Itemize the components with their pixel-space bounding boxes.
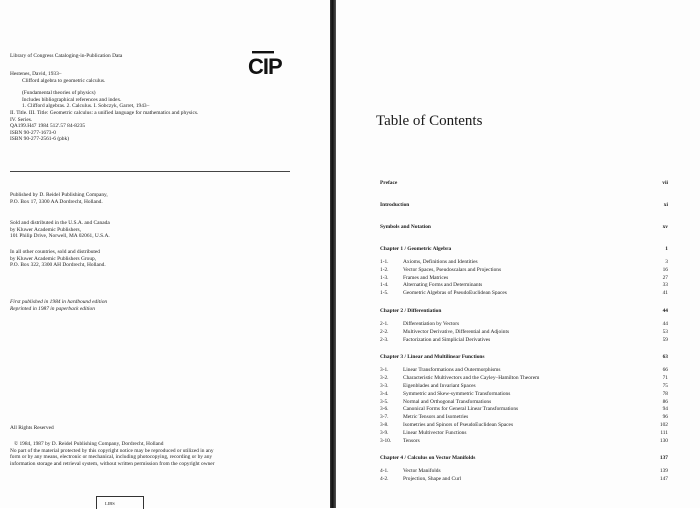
toc-entry-title: Tensors xyxy=(403,437,420,444)
toc-entry-title: Chapter 2 / Differentiation xyxy=(380,308,442,314)
toc-chapter-row xyxy=(380,307,668,315)
toc-entry-title: Vector Spaces, Pseudoscalars and Projections xyxy=(403,266,502,273)
toc-section-row xyxy=(380,366,668,374)
toc-chapter-row xyxy=(380,201,668,209)
other-countries-block xyxy=(10,249,106,269)
toc-entry-title: Differentiation by Vectors xyxy=(403,321,460,327)
toc-section-number: 3-10. xyxy=(380,437,392,444)
toc-entry-title: Canonical Forms for General Linear Transformations xyxy=(403,406,519,413)
toc-section-number: 2-2. xyxy=(380,328,389,335)
toc-entry-title: Linear Multivector Functions xyxy=(403,429,467,436)
toc-page-number: 137 xyxy=(659,455,668,462)
toc-page-number: 44 xyxy=(662,308,668,314)
copyright-page xyxy=(0,0,330,508)
toc-page-number: 63 xyxy=(662,354,668,361)
cip-line: Includes bibliographical references and index. xyxy=(22,96,122,103)
toc-section-number: 1-2. xyxy=(380,266,389,273)
toc-entry-title: Factorization and Simplicial Derivatives xyxy=(403,336,491,343)
cip-line: (Fundamental theories of physics) xyxy=(22,90,96,97)
toc-page-number: 33 xyxy=(662,282,668,289)
toc-section-number: 1-4. xyxy=(380,282,389,289)
copyright-line: form or by any means, electronic or mechanical, including photocopying, recording or by any xyxy=(10,454,213,461)
toc-entry-title: Multivector Derivative, Differential and Adjoints xyxy=(403,328,510,335)
toc-page-number: 53 xyxy=(662,328,668,335)
toc-page-number: xv xyxy=(662,224,668,230)
toc-entry-title: Isometries and Spinors of PseudoEuclidean Spaces xyxy=(403,422,514,428)
toc-entry-title: Chapter 3 / Linear and Multilinear Functions xyxy=(380,354,485,361)
toc-section-row xyxy=(380,413,668,421)
toc-page-number: 139 xyxy=(659,468,668,475)
toc-entry-title: Frames and Matrices xyxy=(403,274,449,281)
copyright-line: © 1984, 1987 by D. Reidel Publishing Company, Dordrecht, Holland xyxy=(14,441,164,447)
edition-line: Reprinted in 1987 in paperback edition xyxy=(10,305,95,312)
toc-entry-title: Characteristic Multivectors and the Cayley–Hamilton Theorem xyxy=(403,375,540,382)
toc-section-row xyxy=(380,390,668,398)
toc-section-number: 3-5. xyxy=(380,398,389,405)
toc-page-number: 130 xyxy=(659,437,668,444)
toc-entry-title: Vector Manifolds xyxy=(403,468,441,475)
toc-section-row xyxy=(380,398,668,406)
cip-line: QA199.H47 1984 512'.57 84-8235 xyxy=(10,123,86,130)
toc-section-row xyxy=(380,274,668,282)
toc-entry-title: Symmetric and Skew-symmetric Transformations xyxy=(403,390,511,397)
toc-entry-title: Normal and Orthogonal Transformations xyxy=(403,398,492,405)
toc-section-row xyxy=(380,320,668,328)
toc-chapter-row xyxy=(380,353,668,361)
toc-section-row xyxy=(380,475,668,483)
toc-section-number: 3-3. xyxy=(380,383,389,389)
toc-section-row xyxy=(380,289,668,297)
toc-page-number: 86 xyxy=(662,398,668,405)
toc-page-number: 111 xyxy=(660,429,668,436)
toc-entry-title: Alternating Forms and Determinants xyxy=(403,282,483,289)
toc-section-number: 3-1. xyxy=(380,367,389,374)
toc-page-number: 66 xyxy=(662,367,668,374)
toc-page-number: 27 xyxy=(662,274,668,281)
cip-header: Library of Congress Cataloging-in-Publication Data xyxy=(10,53,123,59)
toc-entry-title: Geometric Algebras of PseudoEuclidean Spaces xyxy=(403,290,507,297)
toc-section-number: 2-1. xyxy=(380,321,389,327)
contents-page xyxy=(336,0,700,508)
copyright-line: information storage and retrieval system, without written permission from the copyright owner xyxy=(10,460,215,467)
cip-block xyxy=(10,71,198,143)
toc-page-number: 44 xyxy=(662,321,668,327)
page-title: Table of Contents xyxy=(376,113,483,129)
other-countries-line: P.O. Box 322, 3300 AH Dordrecht, Holland. xyxy=(10,262,106,269)
cip-line: Hestenes, David, 1933– xyxy=(10,71,62,77)
toc-entry-title: Chapter 4 / Calculus on Vector Manifolds xyxy=(380,455,476,462)
other-countries-line: In all other countries, sold and distributed xyxy=(10,249,100,255)
toc-page-number: 41 xyxy=(662,290,668,297)
toc-section-number: 3-9. xyxy=(380,429,389,436)
toc-entry-title: Introduction xyxy=(380,202,410,208)
svg-text:CIP: CIP xyxy=(248,54,282,78)
toc-chapter-row xyxy=(380,454,668,462)
rights-title: All Rights Reserved xyxy=(10,425,54,431)
copyright-block xyxy=(10,441,215,467)
divider xyxy=(10,171,290,172)
cip-line: ISBN 90-277-2561-6 (pbk) xyxy=(10,136,69,143)
toc-section-number: 1-1. xyxy=(380,259,389,265)
toc-section-number: 3-4. xyxy=(380,390,389,397)
toc-entry-title: Metric Tensors and Isometries xyxy=(403,414,469,421)
toc-section-row xyxy=(380,328,668,336)
distributor-line: by Kluwer Academic Publishers, xyxy=(10,226,81,233)
toc-section-number: 3-6. xyxy=(380,406,389,413)
toc-section-row xyxy=(380,258,668,266)
toc-section-row xyxy=(380,382,668,390)
toc-page-number: xi xyxy=(663,202,668,208)
toc-chapter-row xyxy=(380,179,668,187)
toc-section-row xyxy=(380,266,668,274)
edition-line: First published in 1984 in hardbound edition xyxy=(10,299,108,305)
toc-page-number: 1 xyxy=(665,246,668,252)
distributor-block xyxy=(10,220,110,240)
toc-section-row xyxy=(380,429,668,437)
publisher-line: Published by D. Reidel Publishing Company, xyxy=(10,192,108,198)
distributor-line: Sold and distributed in the U.S.A. and Canada xyxy=(10,220,110,226)
toc-section-number: 4-2. xyxy=(380,476,389,483)
toc-entry-title: Linear Transformations and Outermorphisms xyxy=(403,367,501,374)
stamp-text: LIBS xyxy=(105,501,115,506)
edition-block xyxy=(10,299,107,312)
toc-page-number: 102 xyxy=(659,422,668,428)
toc-section-number: 3-2. xyxy=(380,375,389,382)
toc-section-number: 1-3. xyxy=(380,274,389,281)
toc-entry-title: Symbols and Notation xyxy=(380,224,431,230)
toc-page-number: 78 xyxy=(662,390,668,397)
toc-entry-title: Eigenblades and Invariant Spaces xyxy=(403,383,476,389)
cip-line: IV. Series. xyxy=(10,116,33,123)
toc-page-number: 75 xyxy=(662,383,668,389)
toc-section-row xyxy=(380,437,668,445)
library-stamp xyxy=(96,496,144,509)
toc-section-row xyxy=(380,281,668,289)
cip-line: Clifford algebra to geometric calculus. xyxy=(22,77,106,84)
toc-page-number: 94 xyxy=(662,406,668,413)
toc-page-number: 147 xyxy=(659,476,668,483)
toc-page-number: vii xyxy=(662,180,668,186)
cip-line: II. Title. III. Title: Geometric calculus: a unified language for mathematics and physics. xyxy=(10,109,199,116)
cip-logo xyxy=(248,50,294,78)
toc-section-row xyxy=(380,405,668,413)
toc-section-number: 1-5. xyxy=(380,290,389,297)
toc-page-number: 96 xyxy=(662,414,668,421)
toc-section-row xyxy=(380,421,668,429)
cip-line: 1. Clifford algebras. 2. Calculus. I. Sobczyk, Garret, 1943– xyxy=(22,103,150,110)
toc-section-number: 4-1. xyxy=(380,468,389,475)
toc-page-number: 59 xyxy=(662,336,668,343)
toc-section-row xyxy=(380,336,668,344)
publisher-line: P.O. Box 17, 3300 AA Dordrecht, Holland. xyxy=(10,198,103,205)
publisher-block xyxy=(10,192,108,205)
toc-entry-title: Chapter 1 / Geometric Algebra xyxy=(380,246,452,252)
distributor-line: 101 Philip Drive, Norwell, MA 02061, U.S.A. xyxy=(10,233,110,240)
toc-chapter-row xyxy=(380,223,668,231)
toc-section-row xyxy=(380,374,668,382)
toc-page-number: 3 xyxy=(665,259,668,265)
toc-entry-title: Projection, Shape and Curl xyxy=(403,476,462,483)
toc-entry-title: Preface xyxy=(380,180,398,186)
toc-section-row xyxy=(380,467,668,475)
copyright-line: No part of the material protected by this copyright notice may be reproduced or utilized in any xyxy=(10,447,214,454)
toc-section-number: 3-8. xyxy=(380,422,389,428)
other-countries-line: by Kluwer Academic Publishers Group, xyxy=(10,255,97,262)
cip-line: ISBN 90-277-1673-0 xyxy=(10,129,56,136)
toc-page-number: 71 xyxy=(662,375,668,382)
toc-section-number: 3-7. xyxy=(380,414,389,421)
toc-entry-title: Axioms, Definitions and Identities xyxy=(403,259,478,265)
toc-page-number: 16 xyxy=(662,266,668,273)
toc-section-number: 2-3. xyxy=(380,336,389,343)
toc-chapter-row xyxy=(380,245,668,253)
